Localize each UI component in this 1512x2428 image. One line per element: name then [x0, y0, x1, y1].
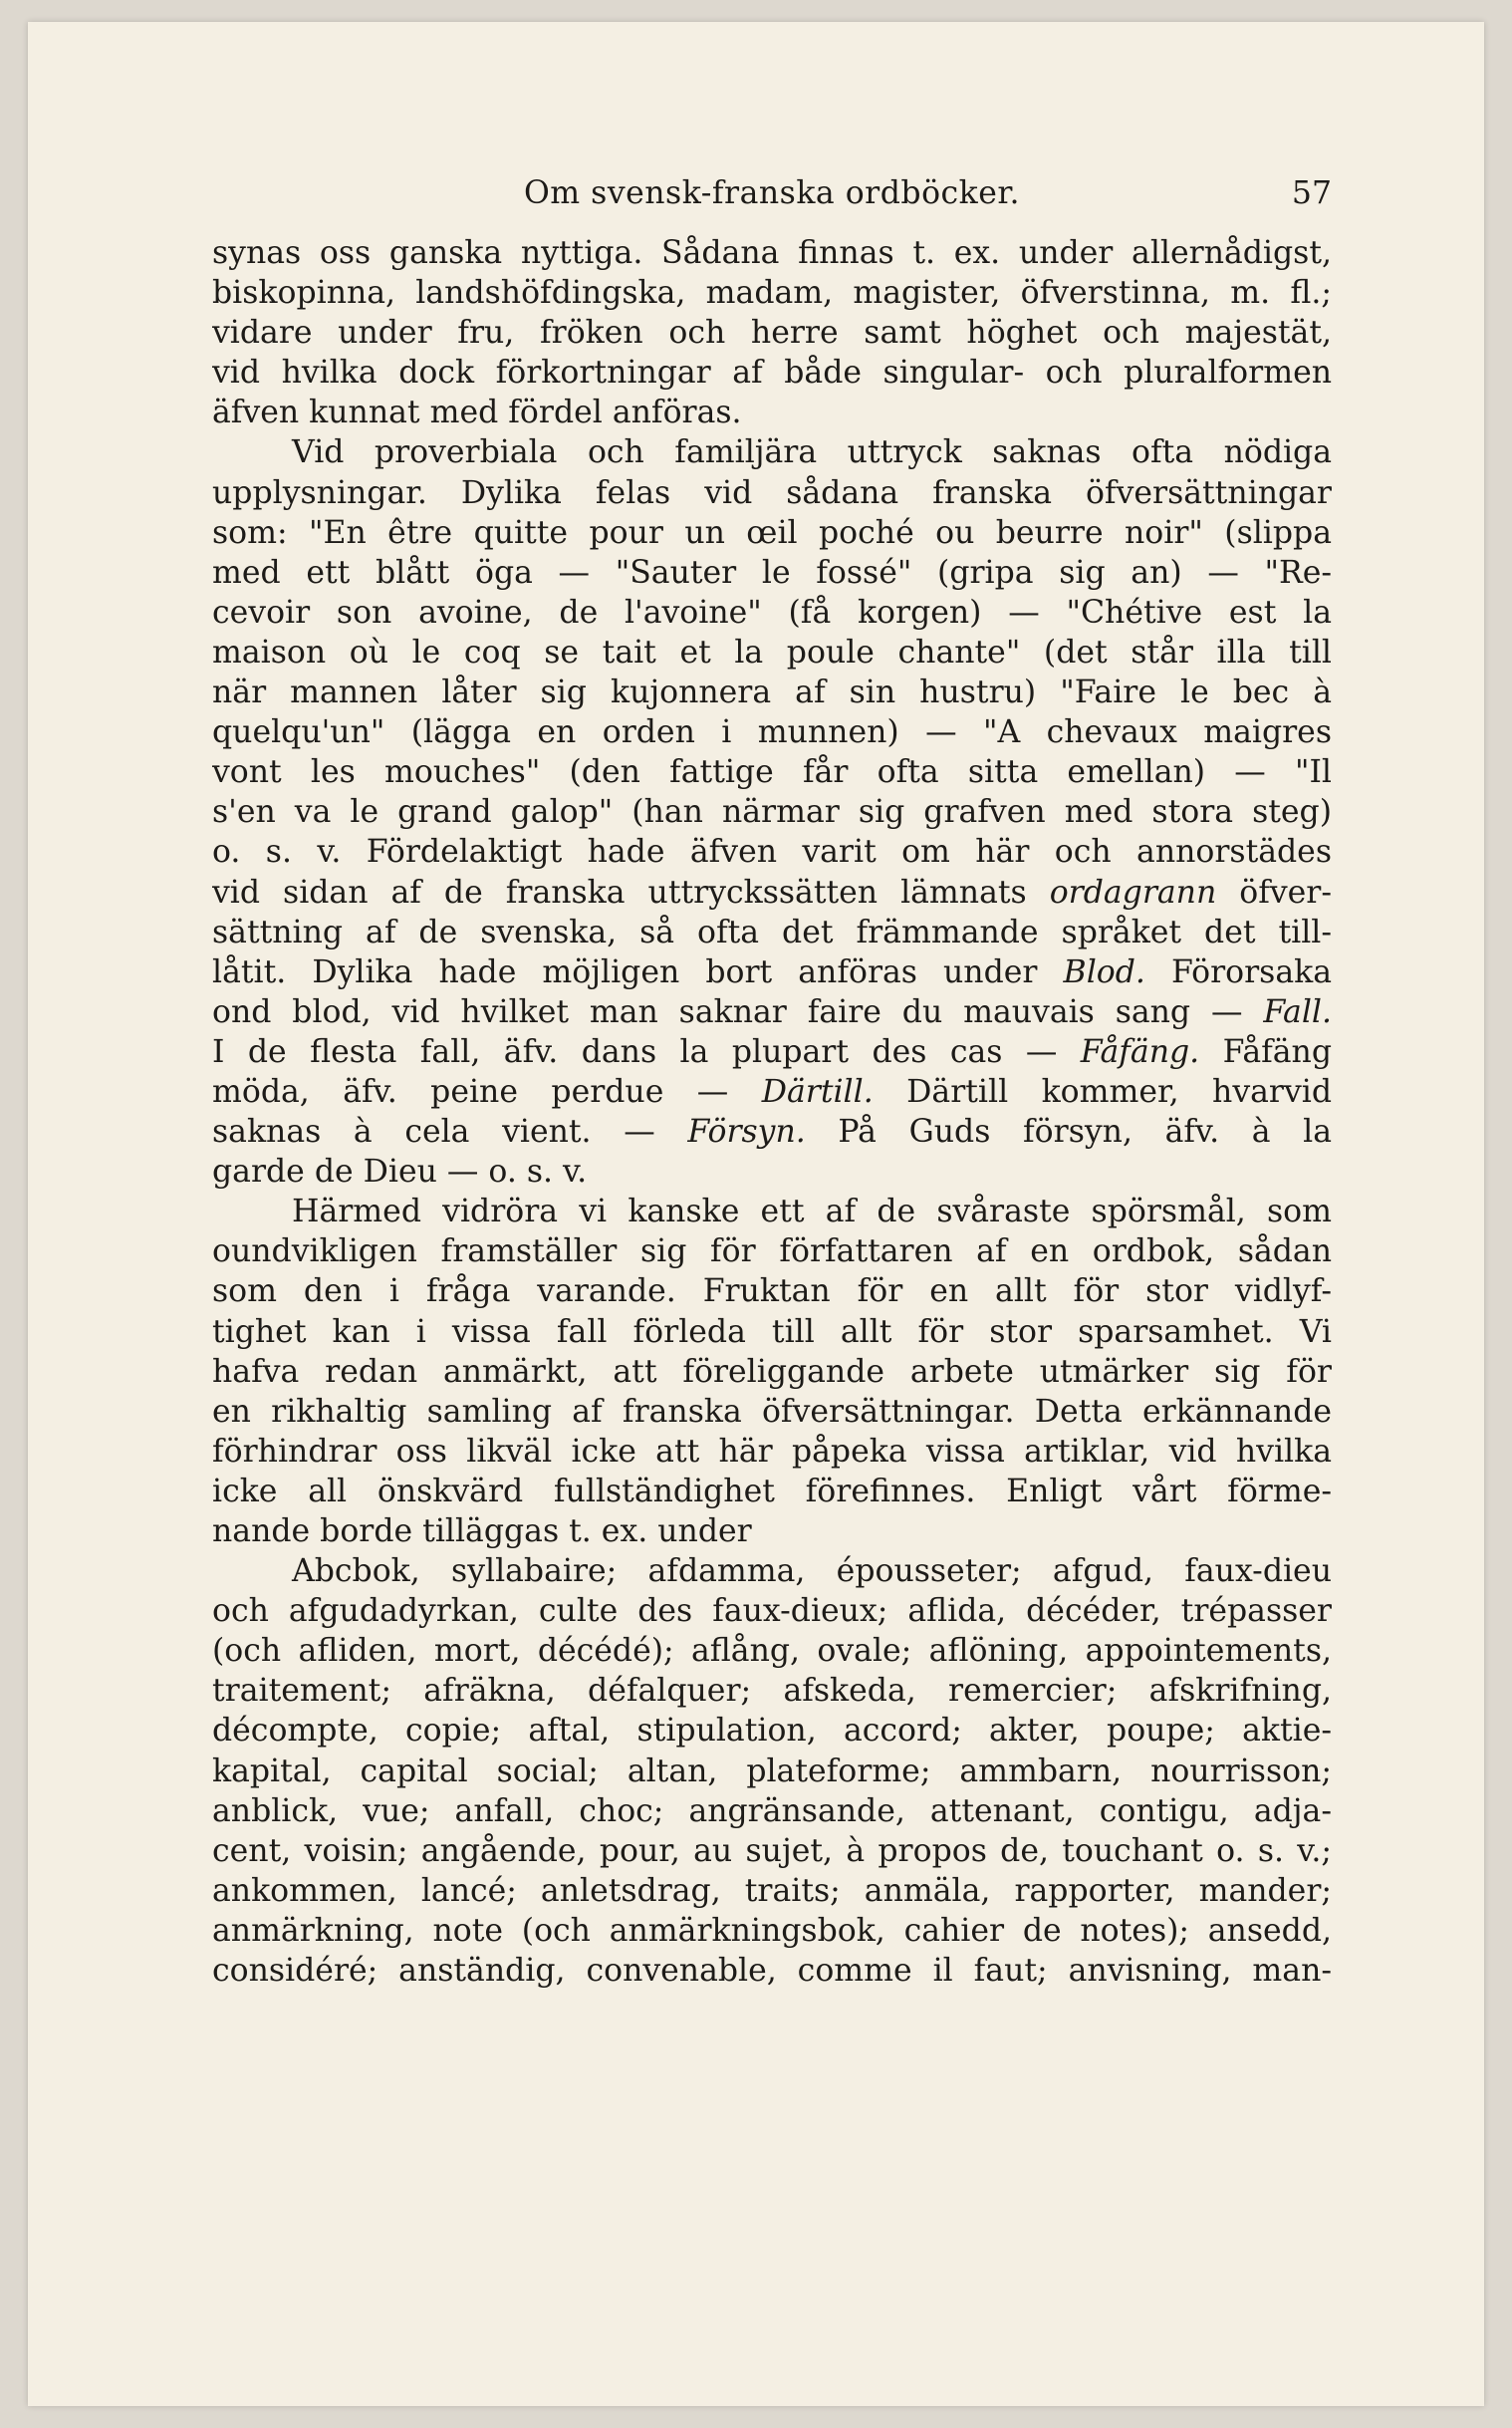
page-text: [212, 173, 1332, 1991]
text-line: låtit. Dylika hade möjligen bort anföras under Blod. Förorsaka: [212, 953, 1332, 990]
text-line: vidare under fru, fröken och herre samt höghet och majestät,: [212, 315, 1332, 352]
text-line: kapital, capital social; altan, plateforme; ammbarn, nourrisson;: [212, 1753, 1332, 1789]
text-line: anblick, vue; anfall, choc; angränsande, attenant, contigu, adja-: [212, 1792, 1332, 1829]
text-line: och afgudadyrkan, culte des faux-dieux; aflida, décéder, trépasser: [212, 1593, 1332, 1630]
text-line: äfven kunnat med fördel anföras.: [212, 395, 742, 431]
text-line: garde de Dieu — o. s. v.: [212, 1154, 588, 1191]
text-line: maison où le coq se tait et la poule chante" (det står illa till: [212, 634, 1332, 671]
text-line: tighet kan i vissa fall förleda till allt för stor sparsamhet. Vi: [212, 1313, 1332, 1350]
text-line: quelqu'un" (lägga en orden i munnen) — "A chevaux maigres: [212, 714, 1332, 751]
text-line: hafva redan anmärkt, att föreliggande arbete utmärker sig för: [212, 1353, 1332, 1390]
running-title: Om svensk-franska ordböcker.: [523, 175, 1021, 211]
running-header: [212, 173, 1332, 233]
text-line: som: "En être quitte pour un œil poché ou beurre noir" (slippa: [212, 514, 1332, 551]
text-line: icke all önskvärd fullständighet förefinnes. Enligt vårt förme-: [212, 1473, 1332, 1509]
text-line: o. s. v. Fördelaktigt hade äfven varit om här och annorstädes: [212, 834, 1332, 871]
text-line: en rikhaltig samling af franska öfversättningar. Detta erkännande: [212, 1393, 1332, 1430]
text-line: cent, voisin; angående, pour, au sujet, à propos de, touchant o. s. v.;: [212, 1832, 1332, 1869]
text-line: (och afliden, mort, décédé); aflång, ovale; aflöning, appointements,: [212, 1633, 1332, 1670]
text-line: oundvikligen framställer sig för författaren af en ordbok, sådan: [212, 1233, 1332, 1270]
text-line: ankommen, lancé; anletsdrag, traits; anmäla, rapporter, mander;: [212, 1872, 1332, 1909]
text-line: ond blod, vid hvilket man saknar faire du mauvais sang — Fall.: [212, 993, 1332, 1030]
text-line: anmärkning, note (och anmärkningsbok, cahier de notes); ansedd,: [212, 1912, 1332, 1949]
text-line: med ett blått öga — "Sauter le fossé" (gripa sig an) — "Re-: [212, 554, 1332, 591]
text-line: cevoir son avoine, de l'avoine" (få korgen) — "Chétive est la: [212, 594, 1332, 631]
text-line: Vid proverbiala och familjära uttryck saknas ofta nödiga: [292, 434, 1332, 471]
page-sheet: [28, 22, 1484, 2406]
text-line: vid sidan af de franska uttryckssätten lämnats ordagrann öfver-: [212, 874, 1332, 911]
text-line: Abcbok, syllabaire; afdamma, épousseter; afgud, faux-dieu: [292, 1553, 1332, 1590]
text-line: nande borde tilläggas t. ex. under: [212, 1513, 752, 1549]
text-line: när mannen låter sig kujonnera af sin hustru) "Faire le bec à: [212, 674, 1332, 711]
text-line: décompte, copie; aftal, stipulation, accord; akter, poupe; aktie-: [212, 1713, 1332, 1750]
text-line: vont les mouches" (den fattige får ofta sitta emellan) — "Il: [212, 754, 1332, 791]
text-line: möda, äfv. peine perdue — Därtill. Därtill kommer, hvarvid: [212, 1073, 1332, 1110]
text-line: I de flesta fall, äfv. dans la plupart des cas — Fåfäng. Fåfäng: [212, 1033, 1332, 1070]
text-line: sättning af de svenska, så ofta det främmande språket det till-: [212, 914, 1332, 950]
text-line: synas oss ganska nyttiga. Sådana finnas t. ex. under allernådigst,: [212, 235, 1332, 271]
text-line: förhindrar oss likväl icke att här påpeka vissa artiklar, vid hvilka: [212, 1433, 1332, 1470]
text-line: upplysningar. Dylika felas vid sådana franska öfversättningar: [212, 474, 1332, 511]
text-line: saknas à cela vient. — Försyn. På Guds försyn, äfv. à la: [212, 1114, 1332, 1151]
text-line: s'en va le grand galop" (han närmar sig grafven med stora steg): [212, 794, 1332, 831]
page-number: 57: [1291, 175, 1332, 211]
text-line: Härmed vidröra vi kanske ett af de svåraste spörsmål, som: [292, 1194, 1332, 1230]
text-line: vid hvilka dock förkortningar af både singular- och pluralformen: [212, 355, 1332, 392]
text-line: traitement; afräkna, défalquer; afskeda, remercier; afskrifning,: [212, 1673, 1332, 1710]
text-line: biskopinna, landshöfdingska, madam, magister, öfverstinna, m. fl.;: [212, 275, 1332, 312]
text-line: som den i fråga varande. Fruktan för en allt för stor vidlyf-: [212, 1273, 1332, 1310]
text-line: considéré; anständig, convenable, comme il faut; anvisning, man-: [212, 1953, 1332, 1990]
body-text: [212, 233, 1332, 1991]
